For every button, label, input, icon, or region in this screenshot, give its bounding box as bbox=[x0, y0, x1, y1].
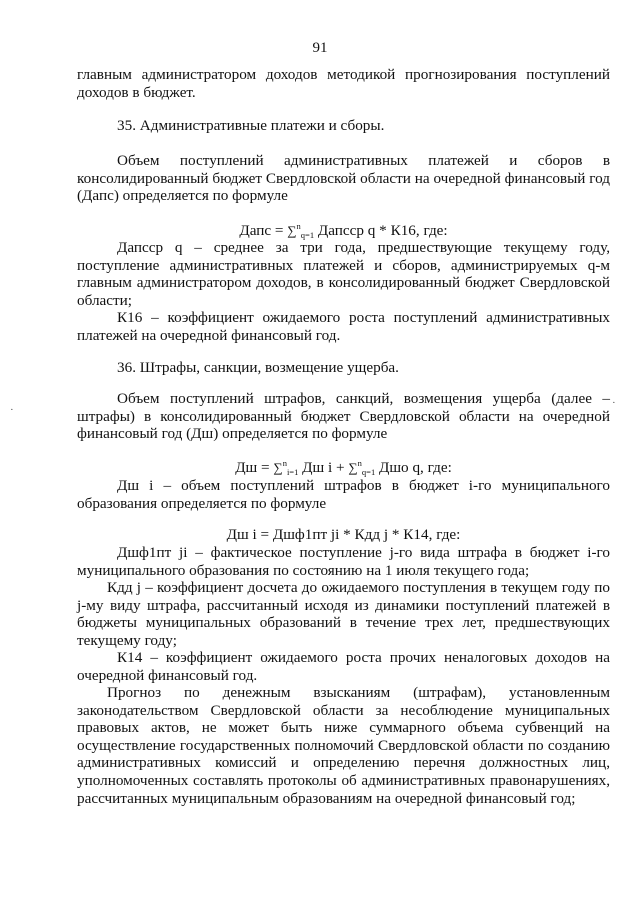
definition-dshf1pt bbox=[77, 544, 610, 579]
section-36-heading: 36. Штрафы, санкции, возмещение ущерба. bbox=[117, 359, 399, 376]
scan-speck: · bbox=[612, 397, 616, 409]
definition-dapsssr-text: Дапсср q – среднее за три года, предшествующие текущему году, поступление административных платежей и сборов, администрируемых q-м главным администратором доходов, в консолидированный бюджет Свердловской области; bbox=[77, 239, 610, 309]
formula-dsh bbox=[77, 459, 610, 479]
section-35-text: Объем поступлений административных платежей и сборов в консолидированный бюджет Свердловской области на очередной финансовый год (Дапс) определяется по формуле bbox=[77, 152, 610, 205]
definition-dsh-i bbox=[77, 477, 610, 512]
section-35-heading: 35. Административные платежи и сборы. bbox=[117, 117, 385, 134]
sum-symbol: ∑ bbox=[348, 460, 358, 475]
sum-lower-limit: q=1 bbox=[300, 230, 315, 240]
section-36-text: Объем поступлений штрафов, санкций, возмещения ущерба (далее –штрафы) в консолидированный бюджет Свердловской области на очередной финансовый год (Дш) определяется по формуле bbox=[77, 390, 610, 443]
formula-rhs: Дапсср q * К16, где: bbox=[314, 222, 448, 239]
intro-paragraph bbox=[77, 66, 610, 101]
forecast-text: Прогноз по денежным взысканиям (штрафам), установленным законодательством Свердловской области за несоблюдение муниципальных правовых актов, не может быть ниже суммарного объема субвенций на осуществление государственных полномочий Свердловской области по созданию административных комиссий и определению перечня должностных лиц, уполномоченных составлять протоколы об административных правонарушениях, рассчитанных муниципальным образованиям на очередной финансовый год; bbox=[77, 684, 610, 807]
sum-lower-limit: i=1 bbox=[286, 467, 299, 477]
definition-k16-text: К16 – коэффициент ожидаемого роста поступлений административных платежей на очередной финансовый год. bbox=[77, 309, 610, 344]
sum-symbol: ∑ bbox=[273, 460, 283, 475]
forecast-paragraph bbox=[77, 684, 610, 807]
sum-symbol: ∑ bbox=[287, 223, 297, 238]
page-number: 91 bbox=[312, 40, 328, 56]
definition-k14 bbox=[77, 649, 610, 684]
section-35-paragraph bbox=[77, 152, 610, 205]
definition-k14-text: К14 – коэффициент ожидаемого роста прочих неналоговых доходов на очередной финансовый год. bbox=[77, 649, 610, 684]
formula-dsh-lhs: Дш = bbox=[235, 459, 274, 476]
definition-dshf1pt-text: Дшф1пт ji – фактическое поступление j-го вида штрафа в бюджет i-го муниципального образования по состоянию на 1 июля текущего года; bbox=[77, 544, 610, 579]
sum-upper-limit: n bbox=[282, 458, 287, 468]
definition-k16 bbox=[77, 309, 610, 344]
formula-dsh-mid: Дш i + bbox=[298, 459, 349, 476]
sum-upper-limit: n bbox=[296, 221, 301, 231]
sum-upper-limit: n bbox=[357, 458, 362, 468]
section-36-paragraph bbox=[77, 390, 610, 443]
formula-dsh-rhs: Дшо q, где: bbox=[375, 459, 452, 476]
intro-text: главным администратором доходов методикой прогнозирования поступлений доходов в бюджет. bbox=[77, 66, 610, 101]
definition-dsh-i-text: Дш i – объем поступлений штрафов в бюджет i-го муниципального образования определяется по формуле bbox=[77, 477, 610, 512]
definition-dapsssr bbox=[77, 239, 610, 309]
scan-speck: · bbox=[10, 404, 14, 416]
definition-kdd bbox=[77, 579, 610, 649]
formula-dsh-i: Дш i = Дшф1пт ji * Кдд j * К14, где: bbox=[226, 526, 461, 543]
formula-lhs: Дапс = bbox=[239, 222, 288, 239]
sum-lower-limit: q=1 bbox=[361, 467, 376, 477]
definition-kdd-text: Кдд j – коэффициент досчета до ожидаемого поступления в текущем году по j-му виду штрафа, рассчитанный исходя из динамики поступлений платежей в бюджеты муниципальных образований в течение трех лет, предшествующих текущему году; bbox=[77, 579, 610, 649]
